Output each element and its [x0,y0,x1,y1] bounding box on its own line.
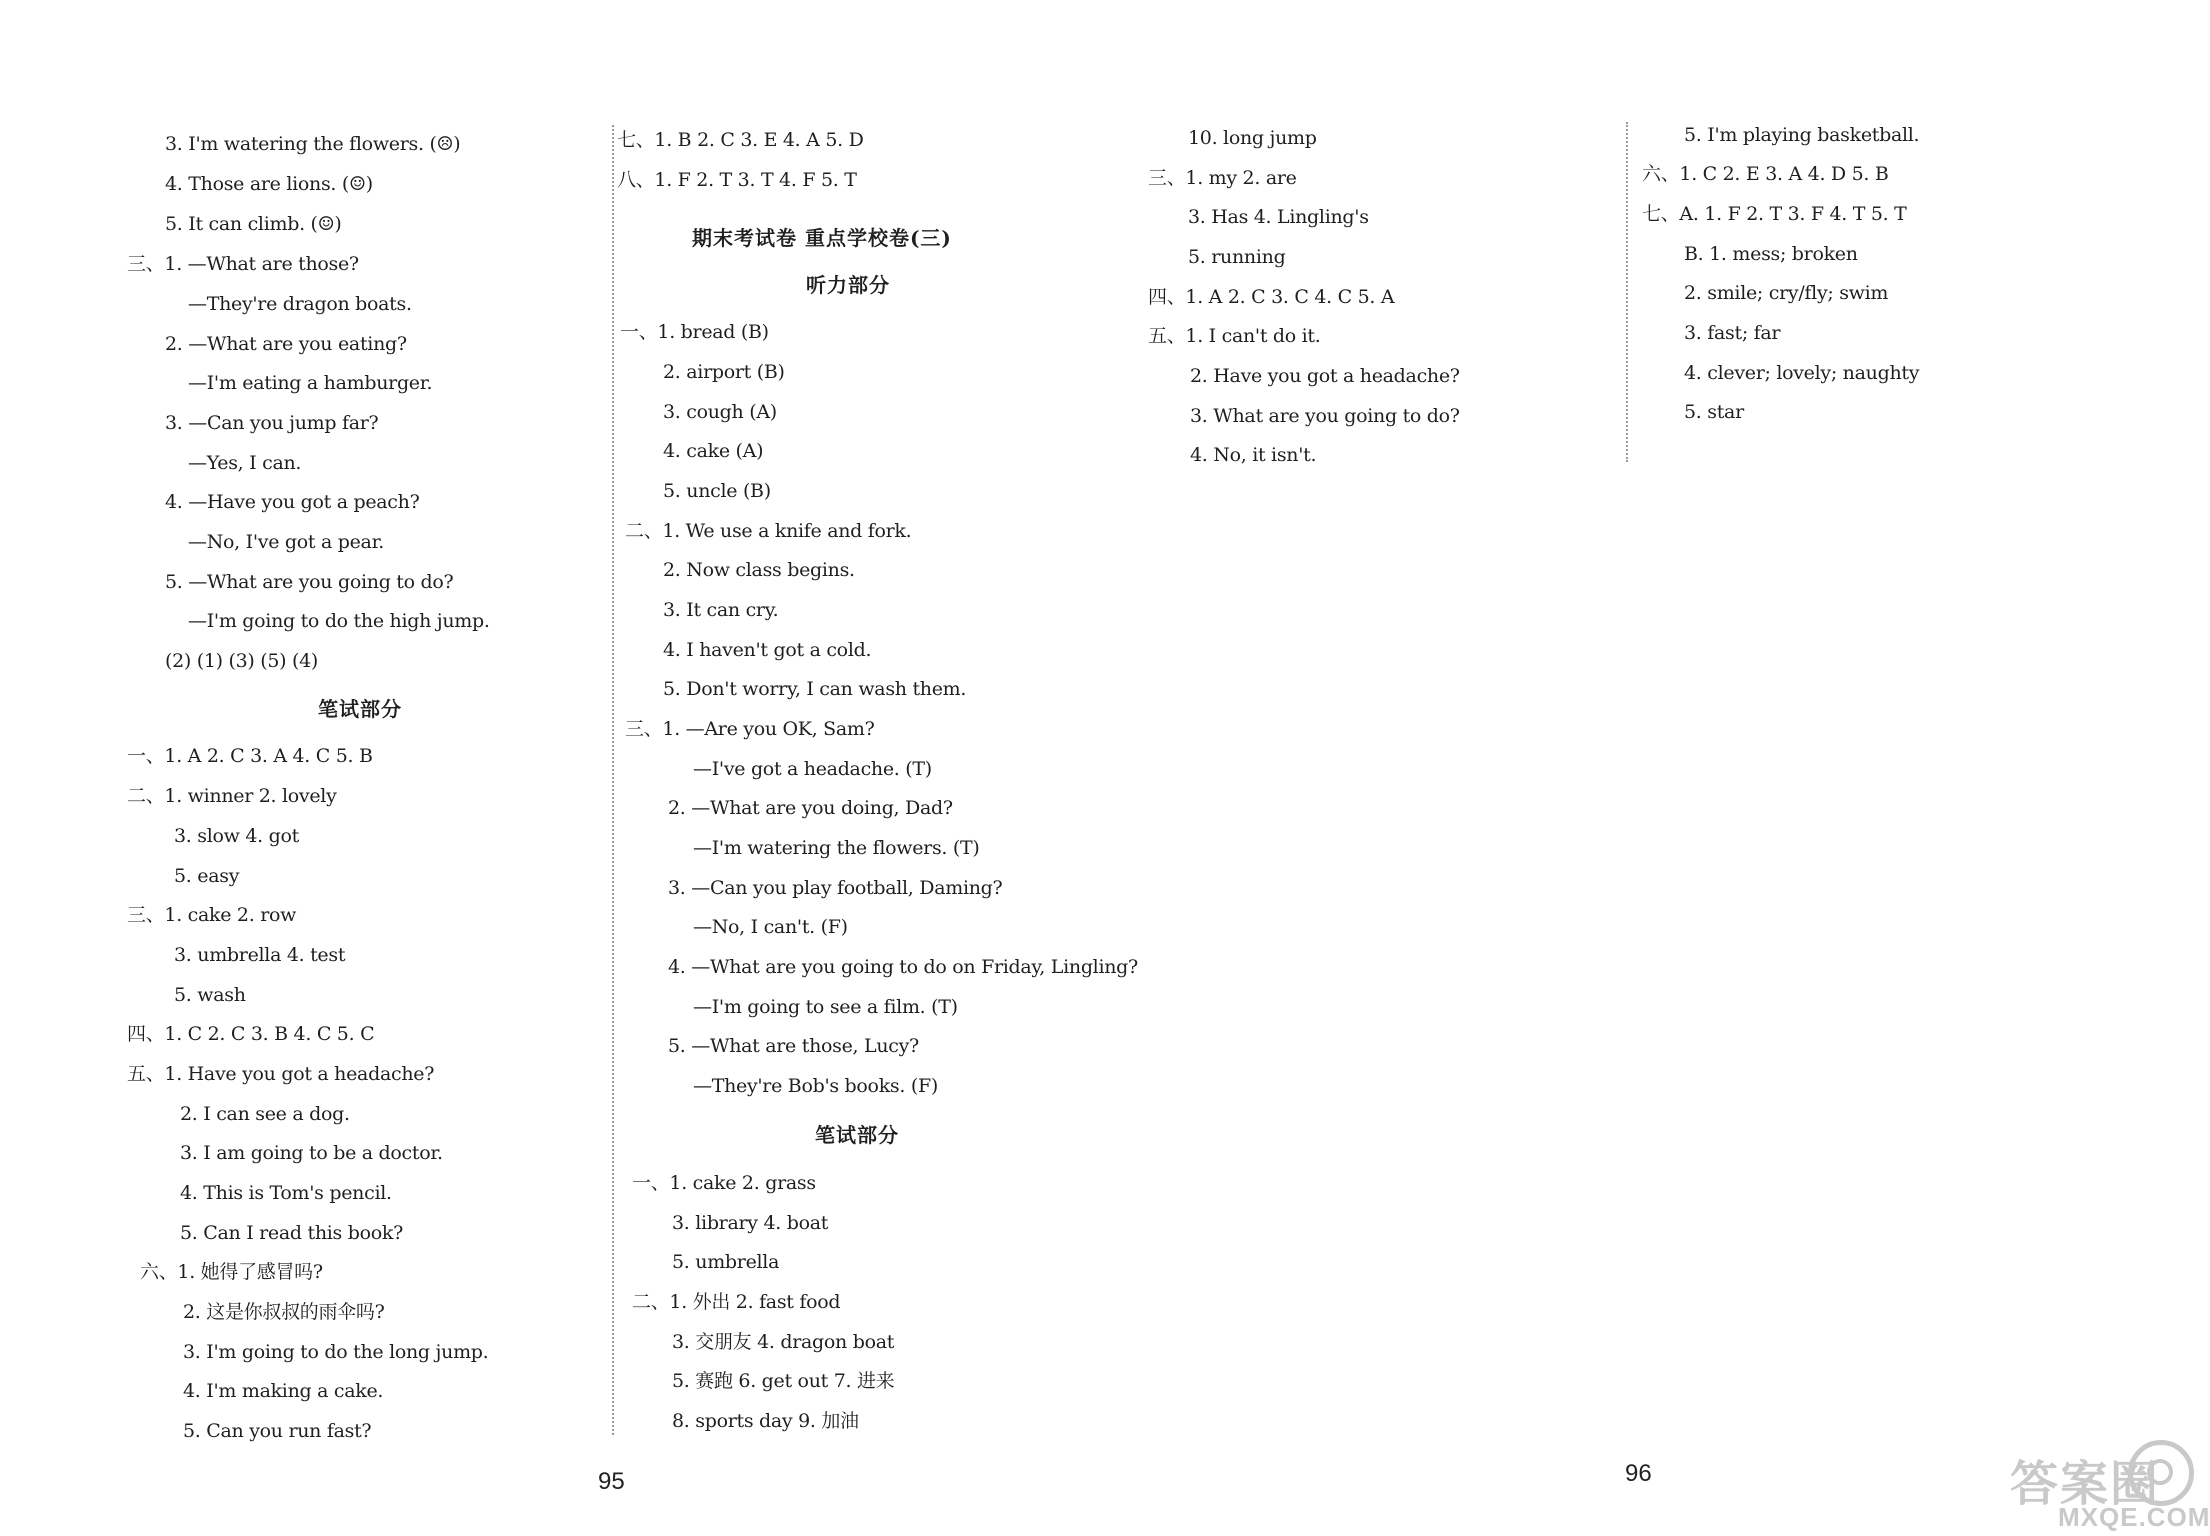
answer-line: 5. —What are those, Lucy? [668,1035,919,1057]
answer-line: 四、1. A 2. C 3. C 4. C 5. A [1148,286,1395,308]
answer-line: 2. Now class begins. [663,559,855,581]
answer-line: 四、1. C 2. C 3. B 4. C 5. C [127,1023,375,1045]
answer-line: 六、1. C 2. E 3. A 4. D 5. B [1642,163,1889,185]
answer-line: —I'm going to do the high jump. [188,610,490,632]
section-heading: 听力部分 [806,273,890,297]
answer-line: 3. library 4. boat [672,1212,829,1234]
answer-line: 三、1. cake 2. row [127,904,297,926]
answer-line: 5. 赛跑 6. get out 7. 进来 [672,1370,895,1392]
answer-line: —No, I can't. (F) [693,916,848,938]
answer-line: 二、1. winner 2. lovely [127,785,337,807]
answer-line: 5. star [1684,401,1744,423]
answer-line: 5. running [1188,246,1286,268]
section-heading: 笔试部分 [318,697,402,721]
page-number-right: 96 [1625,1460,1652,1487]
answer-line: B. 1. mess; broken [1684,243,1858,265]
answer-line: 4. —What are you going to do on Friday, Lingling? [668,956,1138,978]
answer-line: 4. I'm making a cake. [183,1380,384,1402]
answer-line: (2) (1) (3) (5) (4) [165,650,319,672]
answer-line: 二、1. 外出 2. fast food [632,1291,841,1313]
answer-line: 2. —What are you eating? [165,333,407,355]
answer-line: 3. I'm watering the flowers. (☹) [165,133,461,155]
watermark-text: 答案圈 [2010,1458,2161,1511]
answer-line: 3. What are you going to do? [1190,405,1460,427]
answer-line: 3. umbrella 4. test [174,944,346,966]
answer-line: 5. Can you run fast? [183,1420,372,1442]
answer-line: —No, I've got a pear. [188,531,385,553]
answer-line: 一、1. A 2. C 3. A 4. C 5. B [127,745,373,767]
answer-line: 3. fast; far [1684,322,1781,344]
exam-title: 期末考试卷 重点学校卷(三) [692,226,952,250]
answer-line: 5. wash [174,984,246,1006]
answer-line: 二、1. We use a knife and fork. [625,520,912,542]
answer-line: 4. Those are lions. (☺) [165,173,373,195]
answer-line: —They're Bob's books. (F) [693,1075,938,1097]
answer-line: 4. —Have you got a peach? [165,491,420,513]
answer-line: 3. slow 4. got [174,825,299,847]
answer-line: 5. easy [174,865,240,887]
watermark-url: MXQE.COM [2058,1502,2210,1532]
answer-line: —I've got a headache. (T) [693,758,932,780]
answer-line: 4. This is Tom's pencil. [180,1182,392,1204]
answer-line: 3. Has 4. Lingling's [1188,206,1369,228]
answer-line: —I'm eating a hamburger. [188,372,433,394]
answer-line: 一、1. bread (B) [620,321,769,343]
answer-line: 5. uncle (B) [663,480,771,502]
answer-line: —Yes, I can. [188,452,302,474]
answer-line: 三、1. my 2. are [1148,167,1297,189]
answer-line: 五、1. I can't do it. [1148,325,1321,347]
answer-line: 六、1. 她得了感冒吗? [140,1261,323,1283]
answer-line: 3. —Can you jump far? [165,412,379,434]
answer-line: 2. I can see a dog. [180,1103,350,1125]
answer-line: 3. I'm going to do the long jump. [183,1341,489,1363]
answer-line: 4. I haven't got a cold. [663,639,872,661]
answer-line: 三、1. —Are you OK, Sam? [625,718,875,740]
answer-line: 8. sports day 9. 加油 [672,1410,859,1432]
answer-line: 3. —Can you play football, Daming? [668,877,1003,899]
answer-line: 2. airport (B) [663,361,785,383]
answer-line: 4. cake (A) [663,440,764,462]
answer-line: 五、1. Have you got a headache? [127,1063,435,1085]
answer-line: 2. 这是你叔叔的雨伞吗? [183,1301,385,1323]
answer-line: 5. umbrella [672,1251,780,1273]
answer-line: 一、1. cake 2. grass [632,1172,816,1194]
answer-line: 10. long jump [1188,127,1317,149]
column-divider [612,125,614,1435]
answer-line: 5. Don't worry, I can wash them. [663,678,967,700]
answer-line: 3. It can cry. [663,599,779,621]
answer-line: 4. clever; lovely; naughty [1684,362,1920,384]
answer-line: 4. No, it isn't. [1190,444,1317,466]
answer-line: 八、1. F 2. T 3. T 4. F 5. T [617,169,857,191]
answer-line: —I'm watering the flowers. (T) [693,837,980,859]
answer-line: 七、1. B 2. C 3. E 4. A 5. D [617,129,864,151]
answer-line: 2. Have you got a headache? [1190,365,1460,387]
answer-line: 5. —What are you going to do? [165,571,454,593]
watermark-logo-icon [2128,1440,2194,1506]
answer-line: 3. I am going to be a doctor. [180,1142,443,1164]
answer-line: 2. smile; cry/fly; swim [1684,282,1889,304]
answer-line: —I'm going to see a film. (T) [693,996,958,1018]
answer-line: 2. —What are you doing, Dad? [668,797,953,819]
answer-line: 3. cough (A) [663,401,777,423]
answer-line: 三、1. —What are those? [127,253,359,275]
answer-line: 5. It can climb. (☺) [165,213,342,235]
answer-line: 七、A. 1. F 2. T 3. F 4. T 5. T [1642,203,1907,225]
answer-line: —They're dragon boats. [188,293,412,315]
column-divider [1626,122,1628,462]
answer-line: 5. Can I read this book? [180,1222,403,1244]
answer-line: 5. I'm playing basketball. [1684,124,1920,146]
section-heading: 笔试部分 [815,1123,899,1147]
answer-line: 3. 交朋友 4. dragon boat [672,1331,895,1353]
page-number-left: 95 [598,1468,625,1495]
